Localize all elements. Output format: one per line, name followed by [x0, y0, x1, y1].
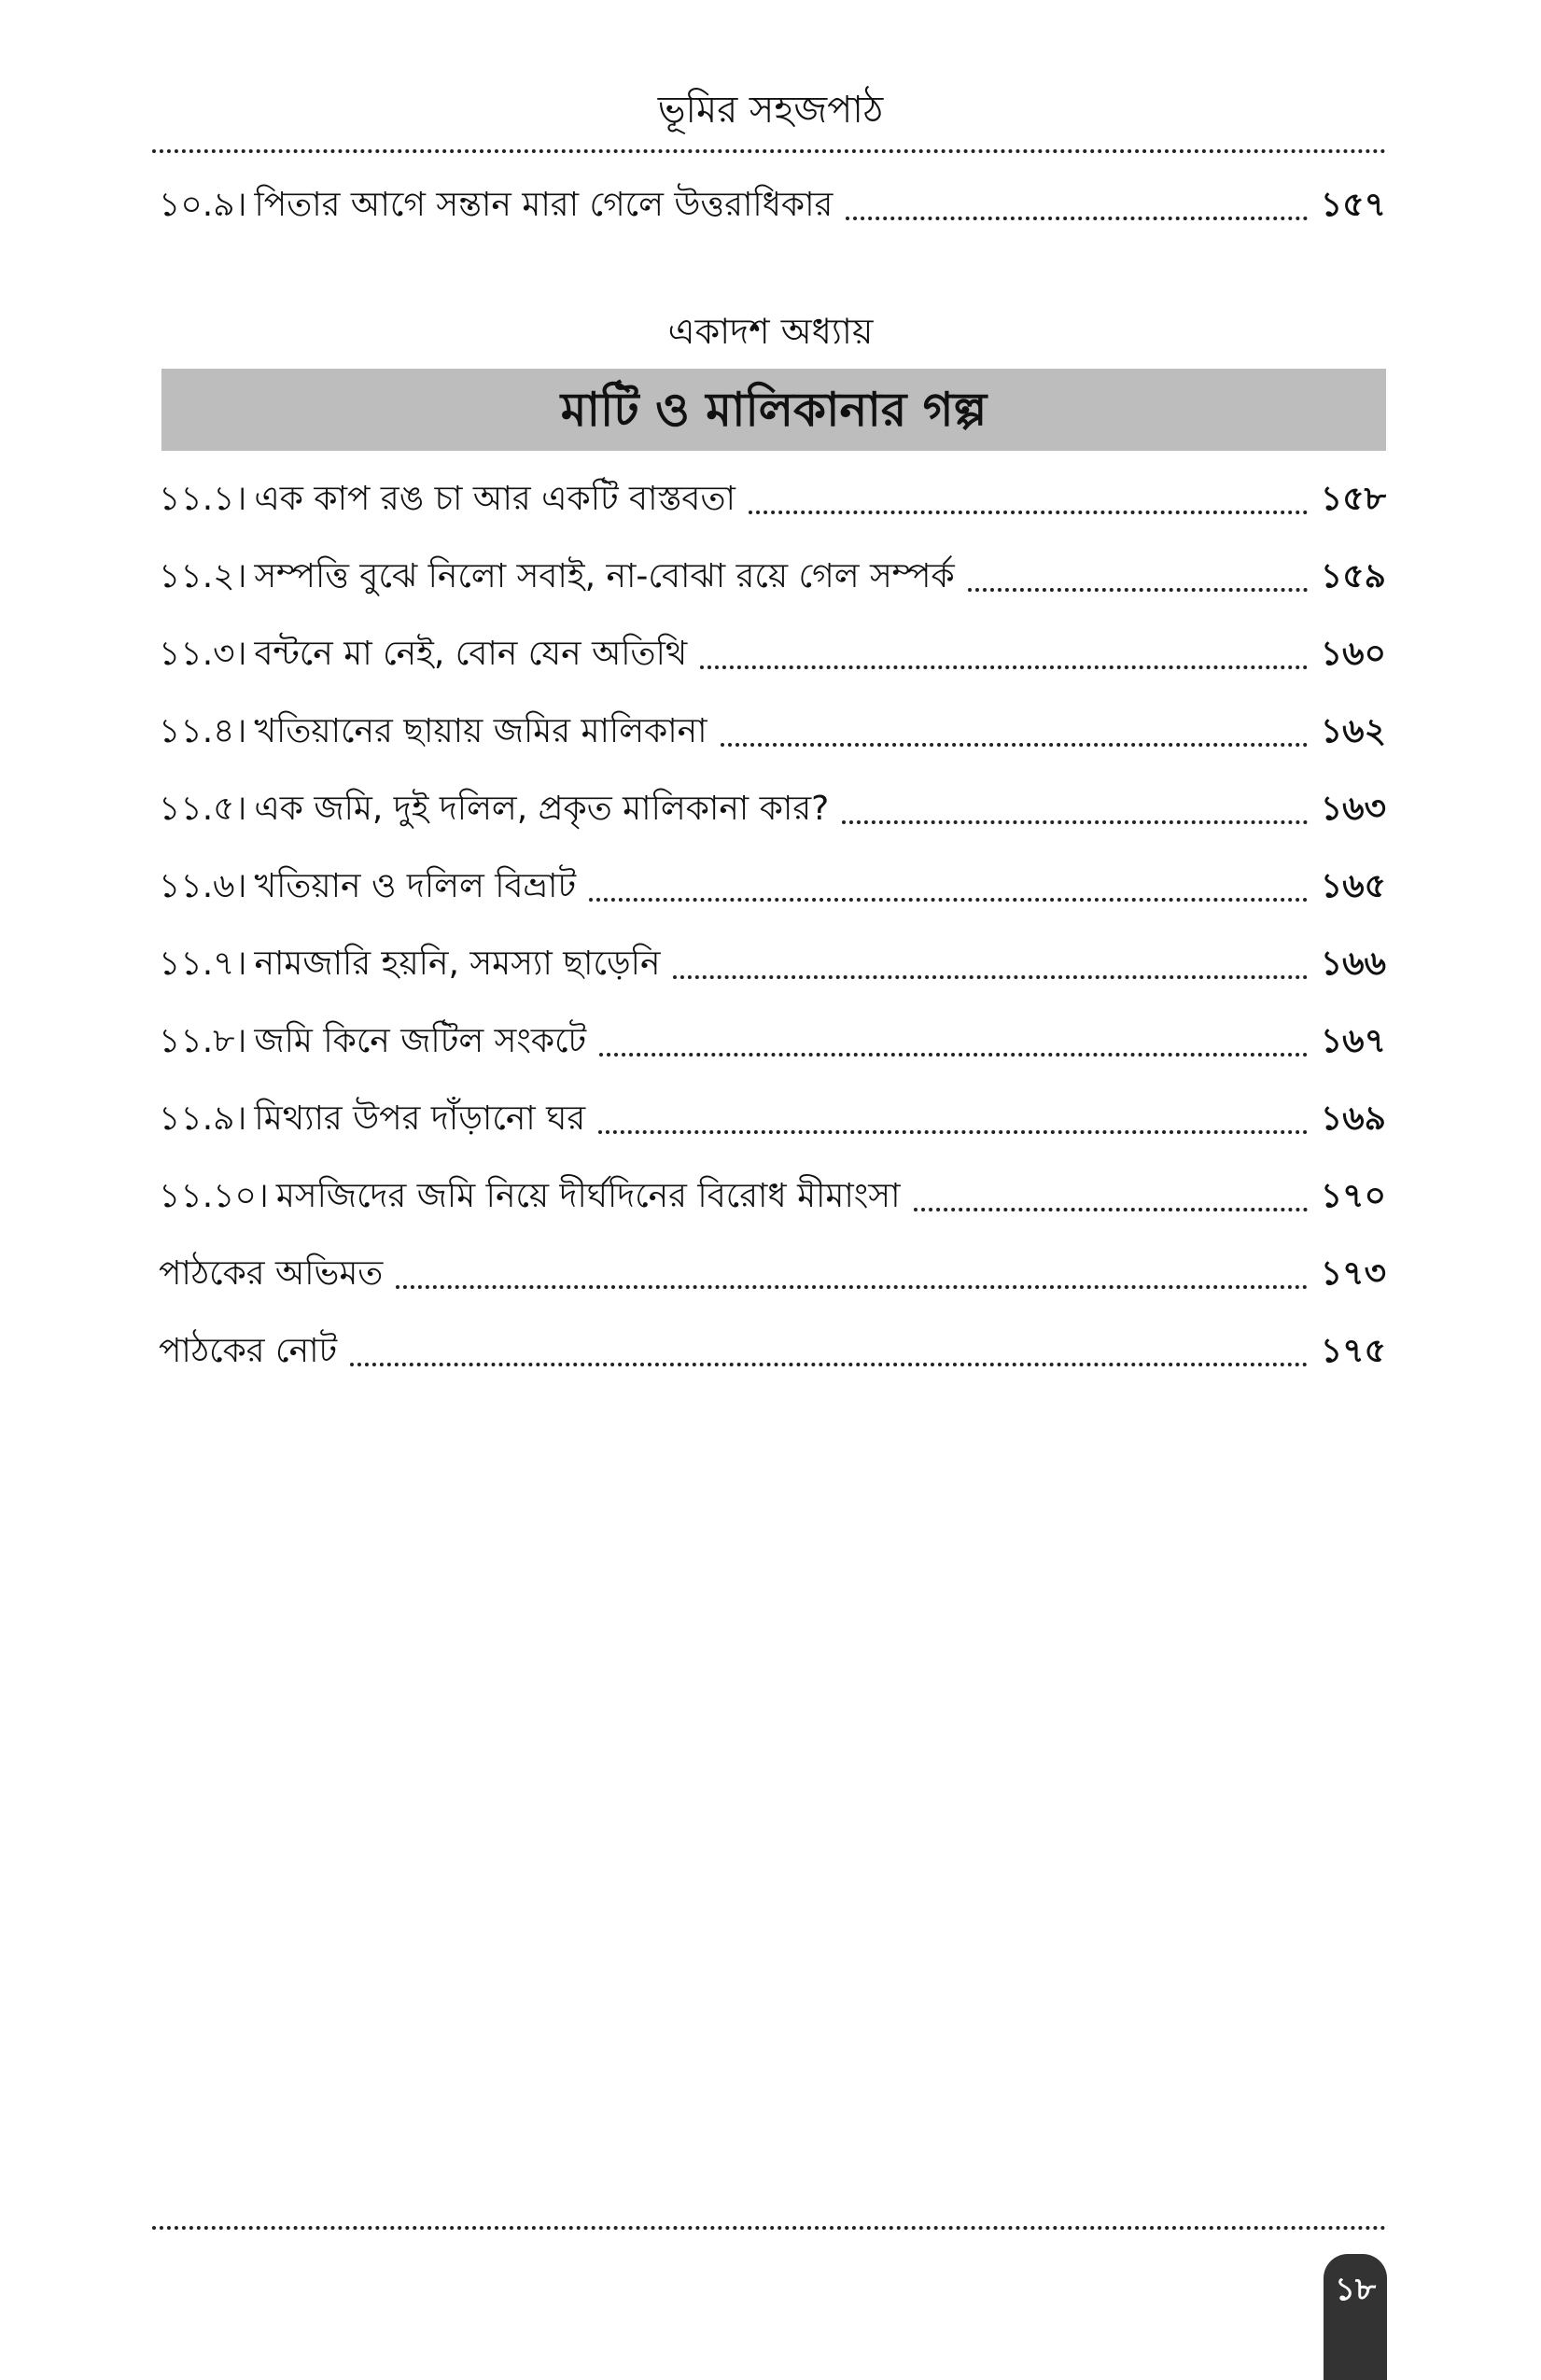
toc-entry-number: ১১.৮। [159, 1022, 247, 1060]
toc-entry [159, 1169, 1386, 1225]
dot-leader [598, 1130, 1308, 1134]
toc-entry-title: মসজিদের জমি নিয়ে দীর্ঘদিনের বিরোধ মীমাংসা [275, 1177, 901, 1215]
toc-entry-page: ১৬২ [1320, 712, 1386, 750]
dot-leader [673, 975, 1307, 979]
dot-leader [350, 1363, 1308, 1366]
toc-entry-page: ১৫৯ [1320, 557, 1386, 595]
toc-entry [159, 936, 1386, 992]
toc-entry [159, 1323, 1386, 1379]
footer-dotted-rule [152, 2226, 1386, 2230]
toc-entry-title: বন্টনে মা নেই, বোন যেন অতিথি [254, 635, 688, 673]
toc-entry-number: ১১.৪। [159, 712, 247, 750]
toc-entry [159, 781, 1386, 837]
toc-entry-page: ১৫৭ [1320, 186, 1386, 224]
toc-entry [159, 471, 1386, 527]
toc-entry [159, 704, 1386, 760]
toc-entry-number: ১০.৯। [159, 186, 247, 224]
toc-entry [159, 859, 1386, 915]
toc-entry-title: এক জমি, দুই দলিল, প্রকৃত মালিকানা কার? [254, 790, 830, 828]
toc-entry [159, 177, 1386, 233]
toc-entry-page: ১৬৫ [1320, 867, 1386, 905]
toc-entry-title: খতিয়ানের ছায়ায় জমির মালিকানা [254, 712, 707, 750]
toc-entry-title: পাঠকের নোট [159, 1332, 338, 1370]
toc-entry [159, 626, 1386, 682]
dot-leader [968, 588, 1308, 592]
toc-entry-page: ১৭৩ [1320, 1254, 1386, 1293]
toc-entry-number: ১১.৫। [159, 790, 247, 828]
toc-entry-number: ১১.৭। [159, 945, 247, 983]
toc-entry-title: পাঠকের অভিমত [159, 1254, 384, 1293]
toc-entry-title: সম্পত্তি বুঝে নিলো সবাই, না-বোঝা রয়ে গেল সম্পর্ক [254, 557, 955, 595]
book-title: ভূমির সহজপাঠ [657, 89, 884, 132]
toc-entry-page: ১৭৫ [1320, 1332, 1386, 1370]
toc-entry-number: ১১.২। [159, 557, 247, 595]
toc-entry-number: ১১.১। [159, 480, 247, 518]
toc-entry-page: ১৭০ [1320, 1177, 1386, 1215]
toc-entry-title: পিতার আগে সন্তান মারা গেলে উত্তরাধিকার [254, 186, 834, 224]
dot-leader [749, 511, 1308, 514]
toc-entry-number: ১১.১০। [159, 1177, 269, 1215]
chapter-banner [161, 369, 1386, 451]
toc-entry-title: খতিয়ান ও দলিল বিভ্রাট [254, 867, 577, 905]
page-number-tab [1324, 2254, 1387, 2380]
toc-entry-title: জমি কিনে জটিল সংকটে [254, 1022, 587, 1060]
toc-entry [159, 1246, 1386, 1302]
toc-entry-title: এক কাপ রঙ চা আর একটি বাস্তবতা [254, 480, 735, 518]
dot-leader [842, 820, 1308, 824]
dot-leader [589, 898, 1308, 902]
toc-entry-page: ১৫৮ [1320, 480, 1386, 518]
dot-leader [396, 1285, 1307, 1289]
header-dotted-rule [152, 149, 1386, 153]
toc-entry-number: ১১.৬। [159, 867, 247, 905]
dot-leader [700, 665, 1308, 669]
toc-entry [159, 1014, 1386, 1070]
toc-entry [159, 1091, 1386, 1147]
toc-entry-title: মিথ্যার উপর দাঁড়ানো ঘর [254, 1099, 586, 1138]
toc-entry-title: নামজারি হয়নি, সমস্যা ছাড়েনি [254, 945, 661, 983]
dot-leader [721, 743, 1308, 747]
toc-entry-page: ১৬৯ [1320, 1099, 1386, 1138]
toc-entry-page: ১৬০ [1320, 635, 1386, 673]
toc-entry-page: ১৬৬ [1320, 945, 1386, 983]
toc-entry-page: ১৬৭ [1320, 1022, 1386, 1060]
chapter-title: মাটি ও মালিকানার গল্প [560, 383, 988, 437]
chapter-label: একাদশ অধ্যায় [667, 311, 874, 352]
toc-entry [159, 549, 1386, 605]
dot-leader [846, 217, 1308, 220]
dot-leader [914, 1208, 1308, 1211]
dot-leader [599, 1053, 1308, 1057]
toc-entry-number: ১১.৯। [159, 1099, 247, 1138]
toc-entry-page: ১৬৩ [1320, 790, 1386, 828]
toc-entry-number: ১১.৩। [159, 635, 247, 673]
page-number: ১৮ [1334, 2271, 1377, 2308]
